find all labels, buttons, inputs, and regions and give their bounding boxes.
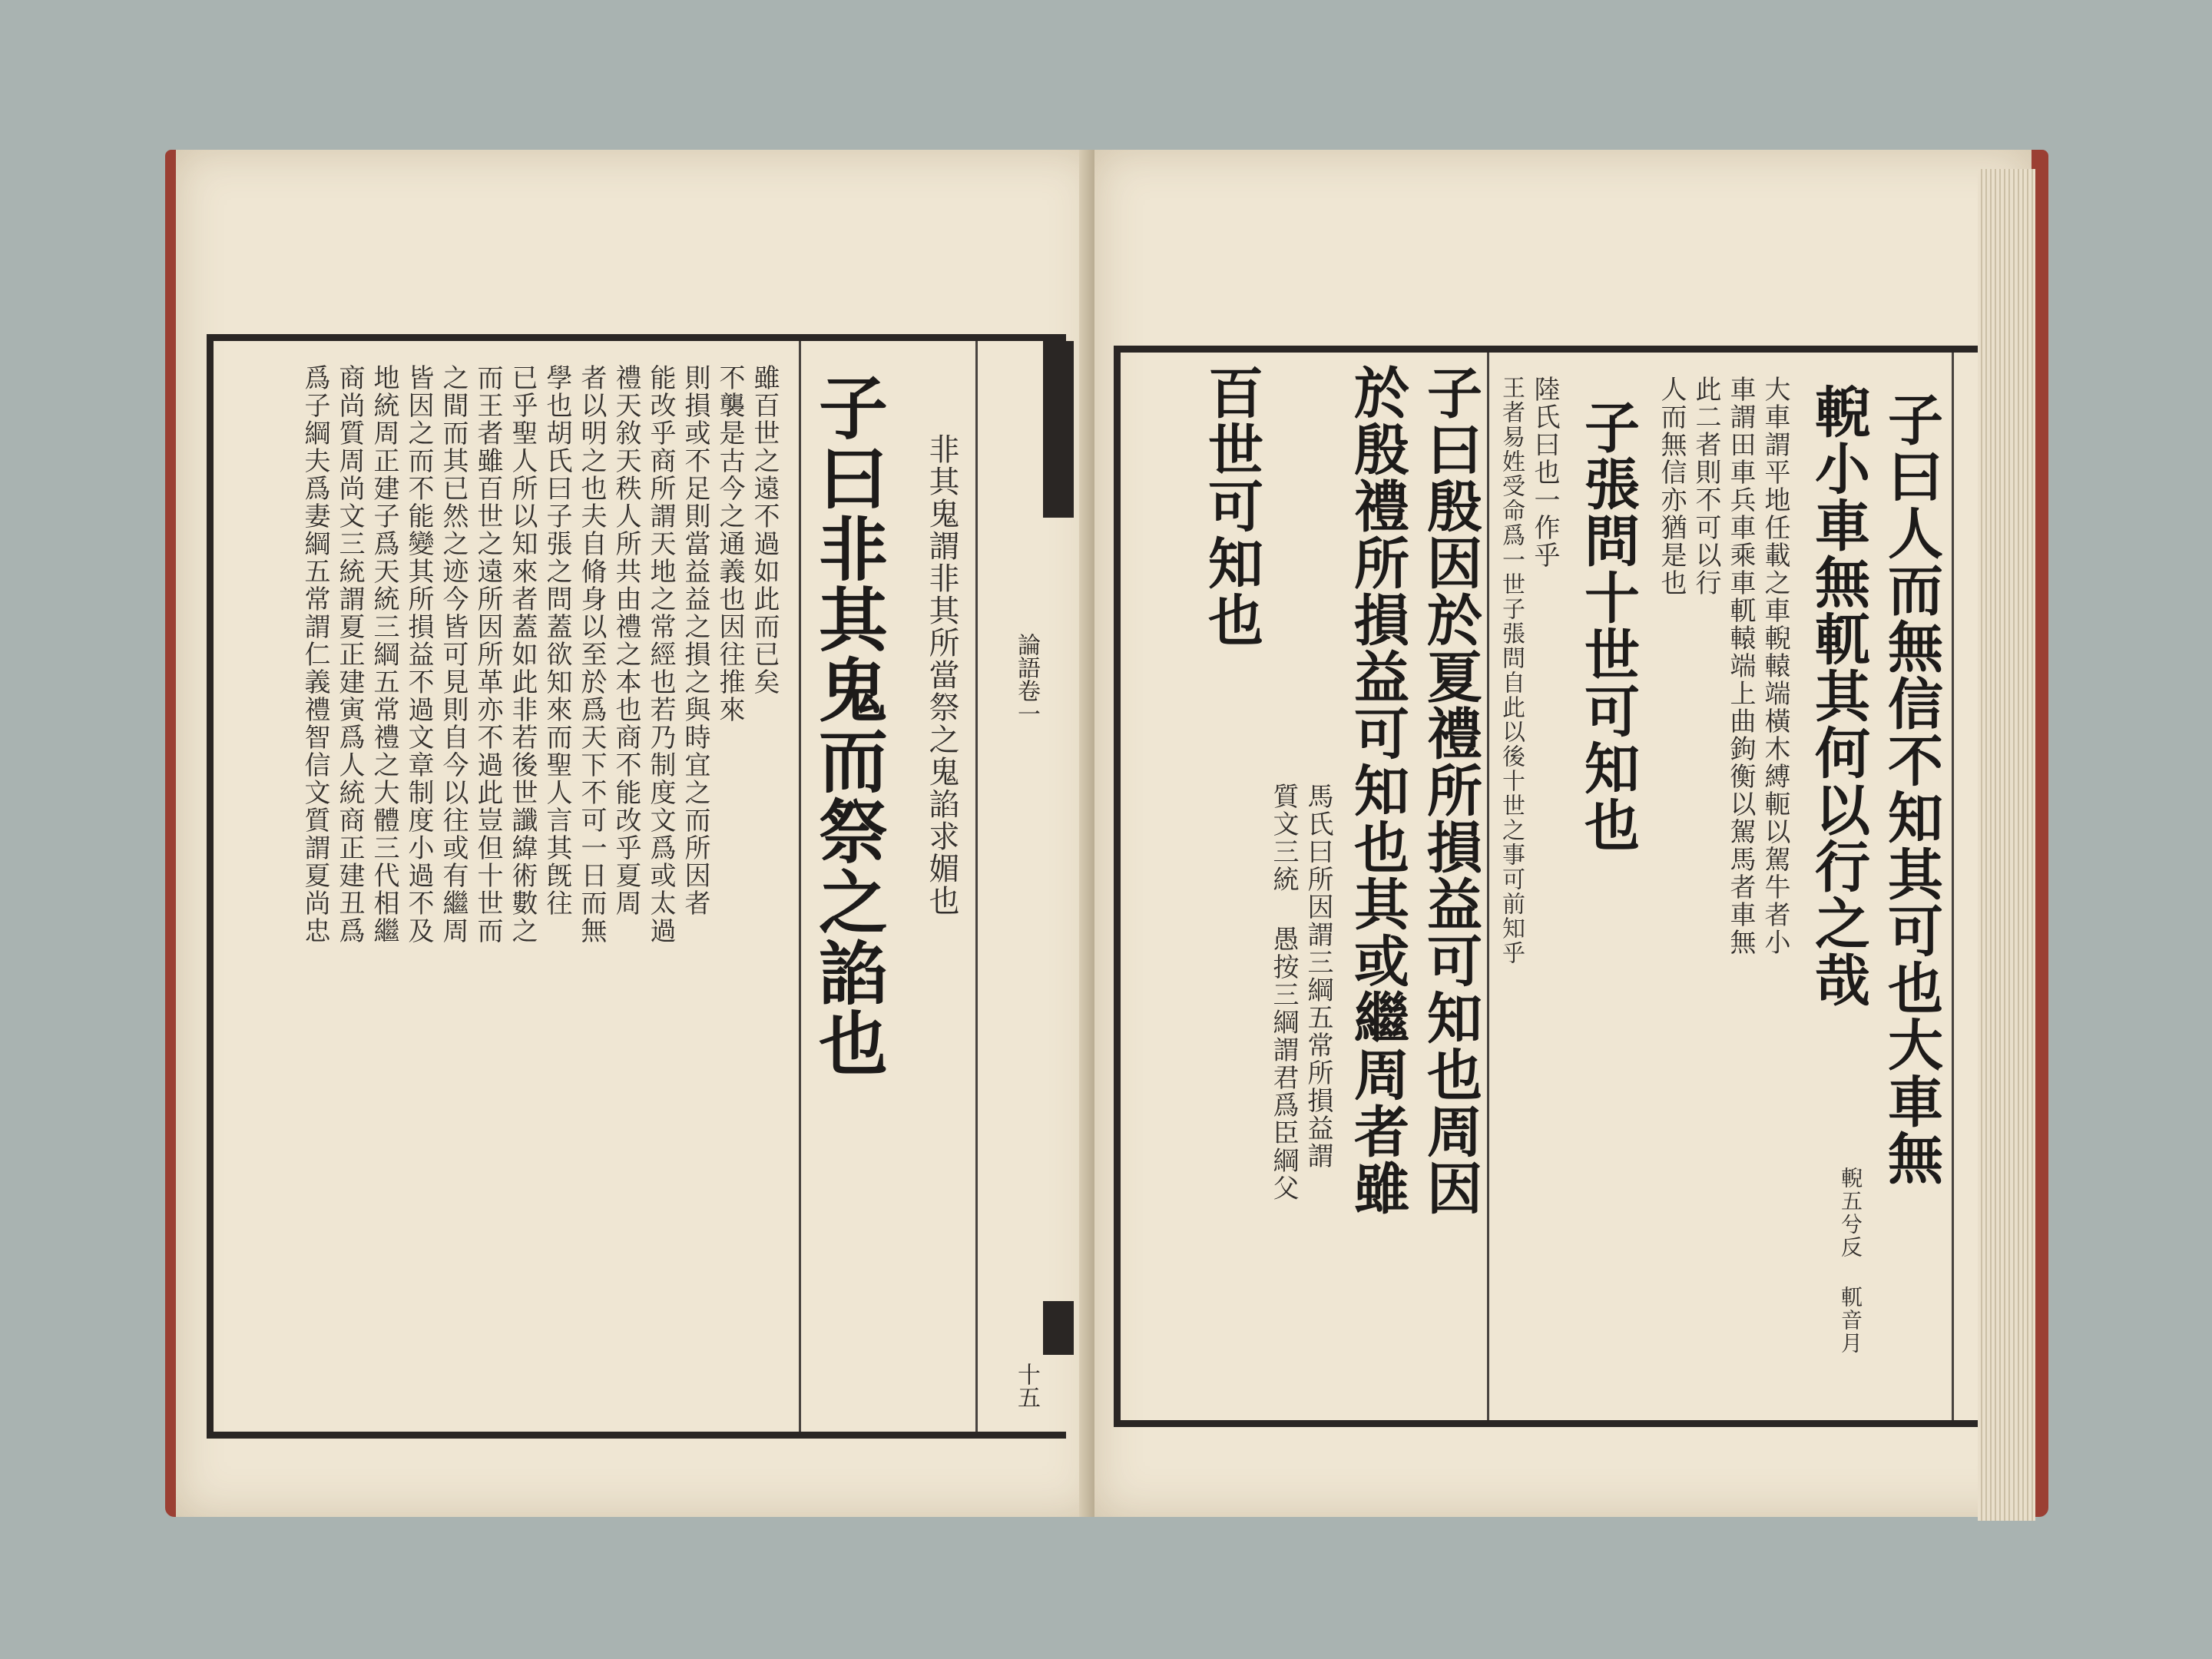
fishtail-mark-lower [1043,1301,1074,1355]
commentary-line: 者以明之也夫自脩身以至於爲天下不可一日而無 [576,364,607,945]
main-text: 子曰非其鬼而祭之諂也 [806,372,888,1078]
commentary-line: 陸氏曰也一作乎 [1529,376,1560,569]
page-fore-edge [1978,169,2035,1521]
commentary-line: 商尚質周尚文三統謂夏正建寅爲人統商正建丑爲 [334,364,365,945]
column-rule [799,341,801,1432]
commentary-line: 能改乎商所謂天地之常經也若乃制度文爲或太過 [645,364,676,945]
column-rule [1952,353,1954,1420]
commentary-line: 不襲是古今之通義也因往推來 [714,364,745,724]
commentary-line: 質文三統 愚按三綱謂君爲臣綱父 [1268,783,1299,1202]
commentary-line: 而王者雖百世之遠所因所革亦不過此豈但十世而 [472,364,503,945]
right-page [1094,150,2048,1517]
commentary-line: 爲子綱夫爲妻綱五常謂仁義禮智信文質謂夏尚忠 [300,364,330,945]
annotation: 輗五兮反 軏音月 [1838,1167,1863,1355]
column-rule [1487,353,1489,1420]
left-page-frame [207,334,1066,1439]
commentary-line: 之間而其已然之迹今皆可見則自今以往或有繼周 [438,364,469,945]
main-text: 子曰殷因於夏禮所損益可知也周因 [1418,364,1483,1217]
open-book [165,150,2032,1532]
main-text: 輗小車無軏其何以行之哉 [1806,383,1871,1008]
commentary-line: 人而無信亦猶是也 [1656,376,1687,597]
margin-note: 非其鬼謂非其所當祭之鬼諂求媚也 [924,433,959,917]
main-text: 百世可知也 [1199,364,1264,648]
folio-number: 十五 [1013,1363,1040,1409]
commentary-line: 則損或不足則當益益之損之與時宜之而所因者 [680,364,710,917]
fishtail-mark [1043,341,1074,518]
commentary-line: 學也胡氏曰子張之問蓋欲知來而聖人言其旣往 [541,364,572,917]
commentary-line: 馬氏曰所因謂三綱五常所損益謂 [1303,783,1333,1170]
commentary-line: 地統周正建子爲天統三綱五常禮之大體三代相繼 [369,364,399,945]
commentary-line: 車謂田車兵車乘車軏轅端上曲鉤衡以駕馬者車無 [1725,376,1756,956]
left-page [165,150,1098,1517]
main-text: 於殷禮所損益可知也其或繼周者雖 [1345,364,1410,1217]
column-rule [975,341,978,1432]
right-page-frame [1114,346,2026,1427]
commentary-line: 大車謂平地任載之車輗轅端橫木縛軛以駕牛者小 [1760,376,1790,956]
header-title: 論語卷一 [1013,633,1040,725]
main-text: 子張問十世可知也 [1575,399,1641,853]
commentary-line: 皆因之而不能變其所損益不過文章制度小過不及 [403,364,434,945]
commentary-line: 王者易姓受命爲一世子張問自此以後十世之事可前知乎 [1498,376,1525,965]
commentary-line: 雖百世之遠不過如此而已矣 [749,364,780,696]
main-text: 子曰人而無信不知其可也大車無 [1879,391,1944,1187]
commentary-line: 禮天敘天秩人所共由禮之本也商不能改乎夏周 [611,364,641,917]
commentary-line: 已乎聖人所以知來者蓋如此非若後世讖緯術數之 [507,364,538,945]
commentary-line: 此二者則不可以行 [1690,376,1721,597]
